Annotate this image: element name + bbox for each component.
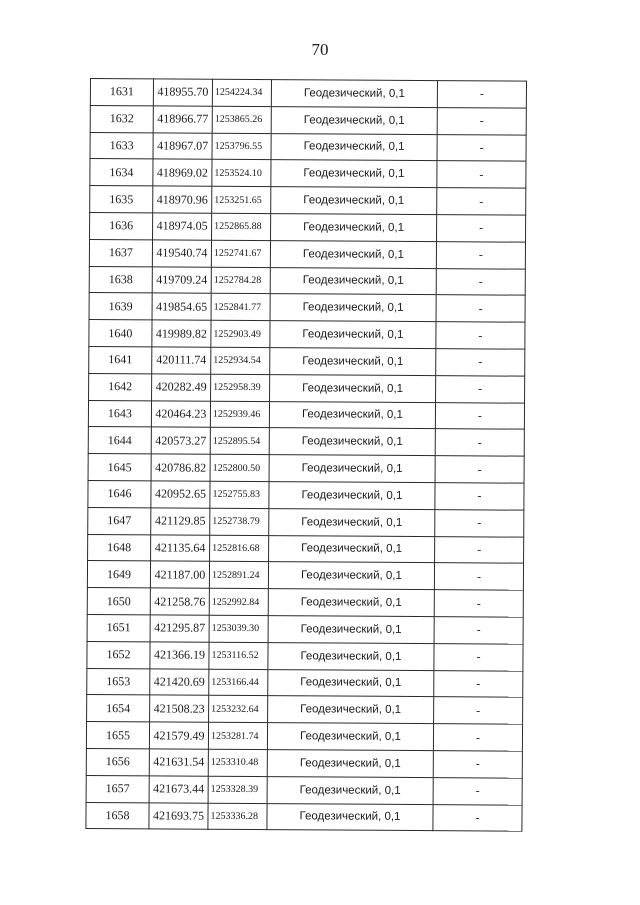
table-row (88, 507, 524, 536)
x-coordinate-cell: 421579.49 (149, 722, 208, 749)
note-cell: - (433, 777, 522, 804)
coordinates-table-wrapper (85, 78, 527, 832)
point-number-cell: 1635 (90, 186, 153, 213)
y-coordinate-cell: 1252784.28 (211, 267, 270, 294)
y-coordinate-cell: 1252755.83 (210, 481, 269, 508)
table-row (88, 480, 524, 509)
x-coordinate-cell: 418967.07 (153, 132, 212, 159)
table-row (87, 588, 523, 617)
x-coordinate-cell: 421693.75 (149, 802, 208, 829)
x-coordinate-cell: 418974.05 (153, 213, 212, 240)
y-coordinate-cell: 1252891.24 (209, 562, 268, 589)
point-number-cell: 1658 (86, 802, 149, 829)
table-row (87, 695, 523, 724)
x-coordinate-cell: 420464.23 (151, 400, 210, 427)
note-cell: - (436, 268, 525, 295)
x-coordinate-cell: 419989.82 (152, 320, 211, 347)
y-coordinate-cell: 1253166.44 (209, 669, 268, 696)
table-row (88, 427, 524, 456)
table-row (86, 775, 522, 804)
x-coordinate-cell: 421366.19 (150, 642, 209, 669)
y-coordinate-cell: 1252934.54 (211, 347, 270, 374)
note-cell: - (433, 751, 522, 778)
x-coordinate-cell: 421673.44 (149, 776, 208, 803)
x-coordinate-cell: 421135.64 (151, 534, 210, 561)
method-accuracy-cell: Геодезический, 0,1 (270, 294, 436, 322)
point-number-cell: 1655 (86, 722, 149, 749)
note-cell: - (437, 107, 526, 134)
y-coordinate-cell: 1253865.26 (212, 106, 271, 133)
y-coordinate-cell: 1253281.74 (208, 722, 267, 749)
table-row (90, 105, 526, 134)
point-number-cell: 1631 (90, 79, 153, 106)
x-coordinate-cell: 419709.24 (152, 266, 211, 293)
y-coordinate-cell: 1253796.55 (212, 133, 271, 160)
x-coordinate-cell: 420282.49 (152, 374, 211, 401)
coordinates-table (85, 78, 527, 832)
point-number-cell: 1652 (87, 641, 150, 668)
point-number-cell: 1642 (89, 373, 152, 400)
x-coordinate-cell: 418966.77 (153, 106, 212, 133)
table-row (87, 561, 523, 590)
y-coordinate-cell: 1253310.48 (208, 749, 267, 776)
point-number-cell: 1643 (88, 400, 151, 427)
table-row (87, 614, 523, 643)
y-coordinate-cell: 1253524.10 (212, 160, 271, 187)
x-coordinate-cell: 420573.27 (151, 427, 210, 454)
x-coordinate-cell: 420111.74 (152, 347, 211, 374)
x-coordinate-cell: 420952.65 (151, 481, 210, 508)
y-coordinate-cell: 1253328.39 (208, 776, 267, 803)
method-accuracy-cell: Геодезический, 0,1 (267, 803, 433, 831)
method-accuracy-cell: Геодезический, 0,1 (269, 508, 435, 536)
table-row (89, 320, 525, 349)
method-accuracy-cell: Геодезический, 0,1 (268, 642, 434, 670)
y-coordinate-cell: 1252992.84 (209, 588, 268, 615)
y-coordinate-cell: 1252865.88 (212, 213, 271, 240)
x-coordinate-cell: 421258.76 (150, 588, 209, 615)
method-accuracy-cell: Геодезический, 0,1 (271, 214, 437, 242)
point-number-cell: 1653 (87, 668, 150, 695)
note-cell: - (435, 509, 524, 536)
y-coordinate-cell: 1252903.49 (211, 320, 270, 347)
method-accuracy-cell: Геодезический, 0,1 (267, 750, 433, 778)
y-coordinate-cell: 1252816.68 (210, 535, 269, 562)
note-cell: - (437, 81, 526, 108)
method-accuracy-cell: Геодезический, 0,1 (268, 589, 434, 617)
method-accuracy-cell: Геодезический, 0,1 (269, 535, 435, 563)
y-coordinate-cell: 1253232.64 (209, 696, 268, 723)
x-coordinate-cell: 421420.69 (150, 668, 209, 695)
table-row (89, 266, 525, 295)
point-number-cell: 1634 (90, 159, 153, 186)
note-cell: - (434, 670, 523, 697)
point-number-cell: 1633 (90, 132, 153, 159)
method-accuracy-cell: Геодезический, 0,1 (270, 321, 436, 349)
y-coordinate-cell: 1252741.67 (211, 240, 270, 267)
y-coordinate-cell: 1253336.28 (208, 803, 267, 830)
note-cell: - (434, 643, 523, 670)
table-row (88, 454, 524, 483)
method-accuracy-cell: Геодезический, 0,1 (271, 160, 437, 188)
method-accuracy-cell: Геодезический, 0,1 (271, 187, 437, 215)
point-number-cell: 1638 (89, 266, 152, 293)
x-coordinate-cell: 421508.23 (150, 695, 209, 722)
note-cell: - (435, 483, 524, 510)
method-accuracy-cell: Геодезический, 0,1 (270, 348, 436, 376)
method-accuracy-cell: Геодезический, 0,1 (271, 133, 437, 161)
point-number-cell: 1645 (88, 454, 151, 481)
note-cell: - (435, 429, 524, 456)
note-cell: - (433, 804, 522, 831)
point-number-cell: 1646 (88, 480, 151, 507)
note-cell: - (434, 617, 523, 644)
method-accuracy-cell: Геодезический, 0,1 (270, 267, 436, 295)
note-cell: - (437, 161, 526, 188)
x-coordinate-cell: 418970.96 (153, 186, 212, 213)
table-row (88, 400, 524, 429)
method-accuracy-cell: Геодезический, 0,1 (268, 696, 434, 724)
note-cell: - (437, 215, 526, 242)
note-cell: - (433, 724, 522, 751)
note-cell: - (436, 295, 525, 322)
x-coordinate-cell: 419854.65 (152, 293, 211, 320)
point-number-cell: 1644 (88, 427, 151, 454)
x-coordinate-cell: 418955.70 (153, 79, 212, 106)
coordinates-table-body (86, 79, 527, 832)
y-coordinate-cell: 1252939.46 (210, 401, 269, 428)
x-coordinate-cell: 420786.82 (151, 454, 210, 481)
table-row (86, 748, 522, 777)
method-accuracy-cell: Геодезический, 0,1 (267, 776, 433, 804)
method-accuracy-cell: Геодезический, 0,1 (269, 482, 435, 510)
method-accuracy-cell: Геодезический, 0,1 (268, 669, 434, 697)
note-cell: - (434, 697, 523, 724)
point-number-cell: 1657 (86, 775, 149, 802)
note-cell: - (435, 456, 524, 483)
table-row (86, 722, 522, 751)
note-cell: - (437, 134, 526, 161)
note-cell: - (436, 375, 525, 402)
page-number: 70 (311, 40, 329, 59)
point-number-cell: 1650 (87, 588, 150, 615)
x-coordinate-cell: 421295.87 (150, 615, 209, 642)
note-cell: - (435, 402, 524, 429)
note-cell: - (437, 188, 526, 215)
table-row (86, 802, 522, 831)
table-row (89, 373, 525, 402)
note-cell: - (436, 241, 525, 268)
method-accuracy-cell: Геодезический, 0,1 (269, 428, 435, 456)
note-cell: - (434, 590, 523, 617)
point-number-cell: 1636 (90, 212, 153, 239)
method-accuracy-cell: Геодезический, 0,1 (269, 455, 435, 483)
point-number-cell: 1656 (86, 748, 149, 775)
note-cell: - (436, 322, 525, 349)
x-coordinate-cell: 418969.02 (153, 159, 212, 186)
y-coordinate-cell: 1254224.34 (212, 79, 271, 106)
method-accuracy-cell: Геодезический, 0,1 (270, 374, 436, 402)
method-accuracy-cell: Геодезический, 0,1 (271, 80, 437, 108)
point-number-cell: 1647 (88, 507, 151, 534)
table-row (90, 79, 526, 108)
x-coordinate-cell: 421129.85 (151, 508, 210, 535)
y-coordinate-cell: 1253116.52 (209, 642, 268, 669)
point-number-cell: 1648 (88, 534, 151, 561)
note-cell: - (435, 536, 524, 563)
point-number-cell: 1641 (89, 346, 152, 373)
y-coordinate-cell: 1252841.77 (211, 294, 270, 321)
table-row (90, 132, 526, 161)
note-cell: - (434, 563, 523, 590)
method-accuracy-cell: Геодезический, 0,1 (271, 106, 437, 134)
table-row (87, 641, 523, 670)
y-coordinate-cell: 1253251.65 (212, 186, 271, 213)
method-accuracy-cell: Геодезический, 0,1 (269, 401, 435, 429)
method-accuracy-cell: Геодезический, 0,1 (268, 562, 434, 590)
x-coordinate-cell: 419540.74 (152, 240, 211, 267)
y-coordinate-cell: 1252958.39 (211, 374, 270, 401)
table-row (87, 668, 523, 697)
y-coordinate-cell: 1252738.79 (210, 508, 269, 535)
x-coordinate-cell: 421187.00 (150, 561, 209, 588)
table-row (88, 534, 524, 563)
table-row (90, 186, 526, 215)
point-number-cell: 1649 (87, 561, 150, 588)
point-number-cell: 1640 (89, 320, 152, 347)
note-cell: - (436, 349, 525, 376)
y-coordinate-cell: 1253039.30 (209, 615, 268, 642)
table-row (90, 212, 526, 241)
table-row (89, 293, 525, 322)
method-accuracy-cell: Геодезический, 0,1 (270, 240, 436, 268)
x-coordinate-cell: 421631.54 (149, 749, 208, 776)
point-number-cell: 1632 (90, 105, 153, 132)
y-coordinate-cell: 1252895.54 (210, 428, 269, 455)
table-row (89, 239, 525, 268)
table-row (90, 159, 526, 188)
point-number-cell: 1651 (87, 614, 150, 641)
table-row (89, 346, 525, 375)
method-accuracy-cell: Геодезический, 0,1 (267, 723, 433, 751)
point-number-cell: 1637 (89, 239, 152, 266)
y-coordinate-cell: 1252800.50 (210, 454, 269, 481)
point-number-cell: 1654 (87, 695, 150, 722)
method-accuracy-cell: Геодезический, 0,1 (268, 616, 434, 644)
point-number-cell: 1639 (89, 293, 152, 320)
